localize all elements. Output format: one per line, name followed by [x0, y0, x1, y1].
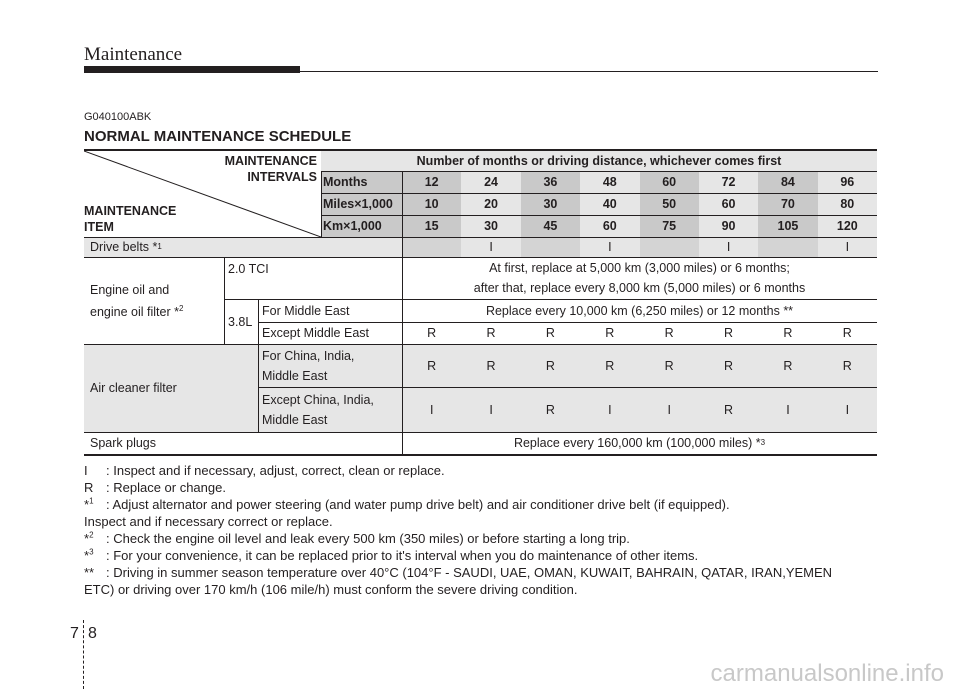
rule: [224, 299, 877, 300]
interval-value-cell: 12: [402, 171, 461, 193]
tci-label: 2.0 TCI: [228, 262, 269, 276]
rule: [84, 432, 877, 433]
china-cell: R: [461, 344, 520, 387]
rule: [84, 257, 877, 258]
notes: [84, 462, 884, 598]
except-china-cell: I: [818, 387, 877, 432]
except-china-label: Except China, India, Middle East: [258, 387, 402, 432]
corner-top-l1: MAINTENANCE: [224, 154, 317, 168]
interval-value-cell: 36: [521, 171, 580, 193]
interval-value-cell: 48: [580, 171, 639, 193]
drive-belts-cell: [521, 237, 580, 257]
schedule-title: NORMAL MAINTENANCE SCHEDULE: [84, 128, 352, 145]
interval-value-cell: 60: [580, 215, 639, 237]
except-middle-east-cell: R: [783, 326, 793, 340]
spark-plugs-label: Spark plugs: [90, 436, 157, 450]
rule: [321, 215, 877, 216]
rule: [84, 237, 877, 238]
drive-belts-cell: [640, 237, 699, 257]
note-4: ** : Driving in summer season temperature over 40°C (104°F - SAUDI, UAE, OMAN, KUWAIT, BAHRAIN, QATAR, IRAN,YEMEN: [84, 565, 833, 580]
except-middle-east-cell: R: [545, 326, 555, 340]
drive-belts-cell: [402, 237, 461, 257]
interval-value-cell: 24: [461, 171, 520, 193]
except-middle-east-cell: R: [724, 326, 734, 340]
except-middle-east-cell: R: [605, 326, 615, 340]
interval-value-cell: 72: [699, 171, 758, 193]
except-middle-east-cell: R: [427, 326, 437, 340]
drive-belts-cell: I: [699, 237, 758, 257]
china-cell: R: [758, 344, 817, 387]
interval-row-label: Km×1,000: [321, 215, 402, 237]
except-china-cell: I: [640, 387, 699, 432]
interval-value-cell: 15: [402, 215, 461, 237]
tci-interval-text: At first, replace at 5,000 km (3,000 miles) or 6 months; after that, replace every 8,000 km (5,000 miles) or 6 months: [473, 261, 806, 295]
interval-value-cell: 60: [640, 171, 699, 193]
interval-value-cell: 96: [818, 171, 877, 193]
interval-value-cell: 105: [758, 215, 817, 237]
china-label: For China, India, Middle East: [258, 344, 402, 387]
interval-row-label: Miles×1,000: [321, 193, 402, 215]
except-china-cell: R: [699, 387, 758, 432]
rule: [321, 171, 877, 172]
note-inspect: I : Inspect and if necessary, adjust, correct, clean or replace.: [84, 463, 445, 478]
section-title: Maintenance: [84, 44, 183, 65]
span-header: Number of months or driving distance, whichever comes first: [321, 151, 877, 171]
interval-value-cell: 30: [521, 193, 580, 215]
rule-v: [258, 299, 259, 432]
page-number: 8: [88, 625, 97, 642]
except-china-cell: I: [402, 387, 461, 432]
rule-v: [224, 257, 225, 344]
except-china-cell: I: [758, 387, 817, 432]
middle-east-label: For Middle East: [262, 303, 350, 318]
drive-belts-label: Drive belts * 1: [84, 237, 402, 257]
rule: [321, 193, 877, 194]
rule-v: [402, 171, 403, 454]
china-cell: R: [640, 344, 699, 387]
doc-code: G040100ABK: [84, 111, 152, 123]
china-cell: R: [699, 344, 758, 387]
rule: [258, 387, 877, 388]
interval-value-cell: 84: [758, 171, 817, 193]
interval-value-cell: 30: [461, 215, 520, 237]
except-middle-east-cell: R: [486, 326, 496, 340]
interval-value-cell: 10: [402, 193, 461, 215]
note-2: *$^2$ : Check the engine oil level and leak every 500 km (350 miles) or before starting a long trip.: [84, 530, 630, 546]
except-china-cell: I: [461, 387, 520, 432]
spark-plugs-text: Replace every 160,000 km (100,000 miles) * 3: [513, 436, 766, 450]
china-cell: R: [818, 344, 877, 387]
note-3: *$^3$ : For your convenience, it can be replaced prior to it's interval when you do maintenance of other items.: [84, 547, 699, 563]
interval-value-cell: 20: [461, 193, 520, 215]
rule-v: [321, 171, 322, 237]
note-replace: R : Replace or change.: [84, 480, 226, 495]
chapter-number: 7: [70, 625, 79, 642]
china-cell: R: [402, 344, 461, 387]
drive-belts-cell: [758, 237, 817, 257]
v6-label: 3.8L: [228, 314, 253, 329]
note-1-cont: Inspect and if necessary correct or replace.: [84, 514, 333, 529]
page-separator: [83, 620, 85, 689]
corner-bottom-l1: MAINTENANCE: [84, 204, 177, 218]
header-bar: [84, 66, 300, 73]
note-4-cont: ETC) or driving over 170 km/h (106 mile/h) must conform the severe driving condition.: [84, 582, 578, 597]
drive-belts-cell: I: [461, 237, 520, 257]
except-middle-east-label: Except Middle East: [262, 326, 369, 340]
rule: [84, 344, 877, 345]
interval-value-cell: 120: [818, 215, 877, 237]
interval-value-cell: 40: [580, 193, 639, 215]
maintenance-table: [84, 149, 877, 456]
interval-value-cell: 70: [758, 193, 817, 215]
interval-value-cell: 45: [521, 215, 580, 237]
middle-east-text: Replace every 10,000 km (6,250 miles) or 12 months **: [485, 303, 794, 318]
corner-cell: [84, 151, 321, 237]
corner-top-l2: INTERVALS: [247, 170, 317, 184]
china-cell: R: [580, 344, 639, 387]
interval-value-cell: 60: [699, 193, 758, 215]
engine-oil-label: Engine oil and engine oil filter *$^2$: [90, 282, 184, 319]
except-middle-east-cell: R: [664, 326, 674, 340]
table-bottom-border: [84, 454, 877, 456]
china-cell: R: [521, 344, 580, 387]
header-rule: [300, 71, 878, 72]
interval-value-cell: 90: [699, 215, 758, 237]
interval-value-cell: 75: [640, 215, 699, 237]
drive-belts-cell: I: [580, 237, 639, 257]
rule: [258, 322, 877, 323]
interval-row-label: Months: [321, 171, 402, 193]
interval-value-cell: 50: [640, 193, 699, 215]
except-middle-east-cell: R: [842, 326, 852, 340]
air-filter-label: Air cleaner filter: [84, 344, 258, 432]
corner-bottom-l2: ITEM: [84, 220, 114, 234]
except-china-cell: I: [580, 387, 639, 432]
drive-belts-cell: I: [818, 237, 877, 257]
except-china-cell: R: [521, 387, 580, 432]
note-1: *$^1$ : Adjust alternator and power steering (and water pump drive belt) and air conditioner drive belt (if equipped).: [84, 496, 730, 512]
interval-value-cell: 80: [818, 193, 877, 215]
watermark: carmanualsonline.info: [710, 660, 944, 687]
